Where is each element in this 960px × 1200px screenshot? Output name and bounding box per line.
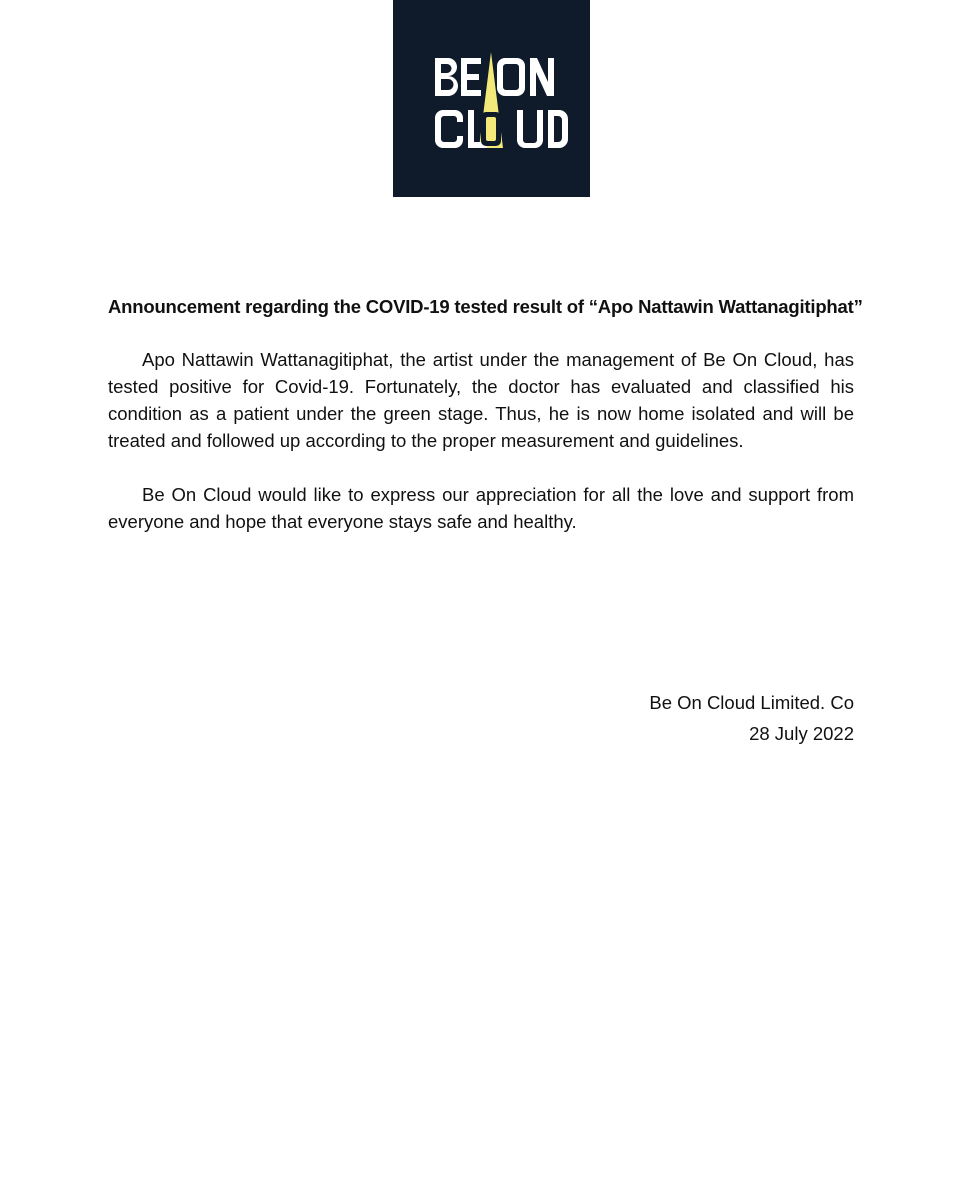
announcement-paragraph-2: Be On Cloud would like to express our appreciation for all the love and support from everyone and hope that everyone stays safe and healthy. [108, 484, 854, 532]
announcement-paragraph-1: Apo Nattawin Wattanagitiphat, the artist under the management of Be On Cloud, has tested positive for Covid-19. Fortunately, the doctor has evaluated and classified his condition as a patient under the green stage. Thus, he is now home isolated and will be treated and followed up according to the proper measurement and guidelines. [108, 349, 854, 451]
signature-date: 28 July 2022 [749, 723, 854, 744]
be-on-cloud-logo-icon [393, 0, 590, 197]
announcement-title: Announcement regarding the COVID-19 tested result of “Apo Nattawin Wattanagitiphat” [108, 296, 863, 317]
company-logo [393, 0, 590, 197]
signature-company: Be On Cloud Limited. Co [649, 692, 854, 713]
